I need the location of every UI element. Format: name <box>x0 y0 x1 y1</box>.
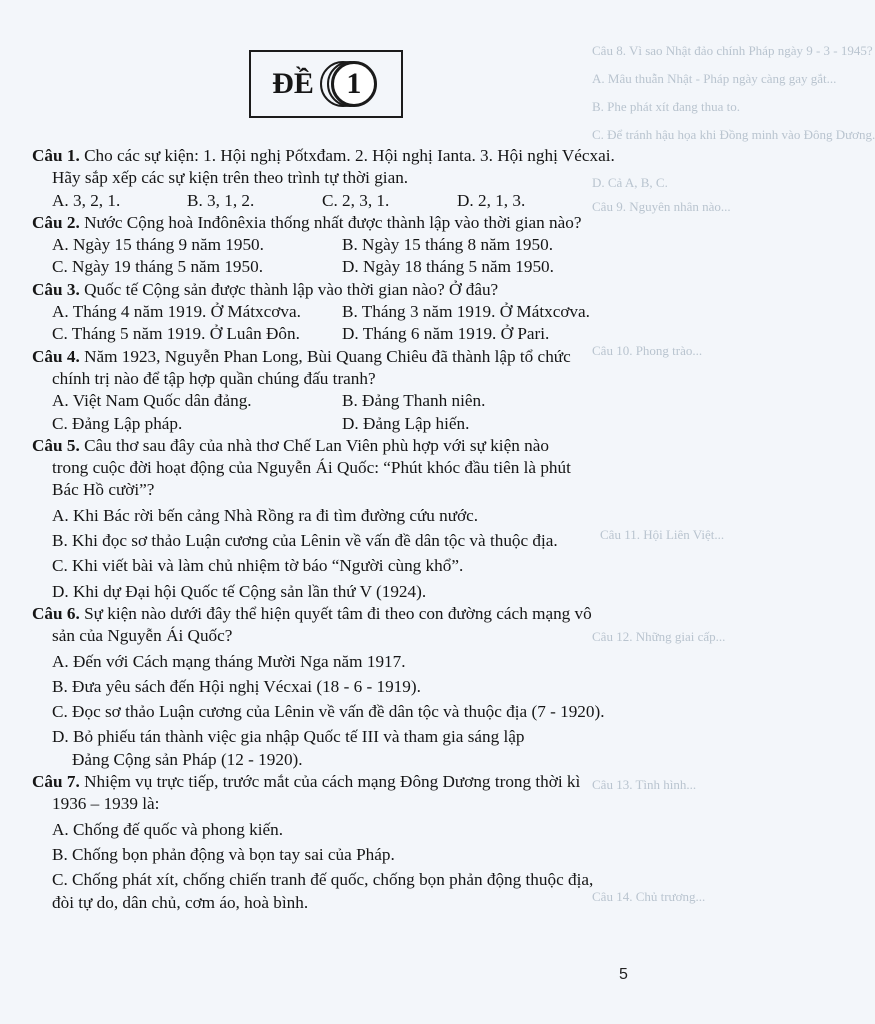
option-b[interactable]: B. 3, 1, 2. <box>187 190 255 210</box>
option-c-text: đòi tự do, dân chủ, cơm áo, hoà bình. <box>52 892 309 912</box>
option-c[interactable]: C. Đọc sơ thảo Luận cương của Lênin về vấn đề dân tộc và thuộc địa (7 - 1920). <box>52 702 605 722</box>
question-text: 1936 – 1939 là: <box>52 794 160 814</box>
options <box>32 190 656 212</box>
exam-number-badge <box>320 60 380 108</box>
question-label: Câu 7. <box>32 772 80 792</box>
bleed-line: C. Để tránh hậu họa khi Đồng minh vào Đông Dương. <box>592 127 875 142</box>
question-text: trong cuộc đời hoạt động của Nguyễn Ái Quốc: “Phút khóc đầu tiên là phút <box>52 458 571 478</box>
exam-number: 1 <box>331 61 377 107</box>
question-1 <box>32 145 656 212</box>
question-stem <box>32 145 656 190</box>
bleed-line: D. Cả A, B, C. <box>592 175 668 190</box>
question-stem <box>32 212 656 234</box>
question-text: Năm 1923, Nguyễn Phan Long, Bùi Quang Chiêu đã thành lập tổ chức <box>84 346 571 366</box>
option-c[interactable]: C. 2, 3, 1. <box>322 190 390 210</box>
option-a[interactable]: A. Chống đế quốc và phong kiến. <box>52 819 284 839</box>
question-text: Hãy sắp xếp các sự kiện trên theo trình tự thời gian. <box>52 168 409 188</box>
question-stem <box>32 435 656 502</box>
question-label: Câu 3. <box>32 279 80 299</box>
option-b[interactable]: B. Ngày 15 tháng 8 năm 1950. <box>342 235 554 255</box>
option-d[interactable]: D. Khi dự Đại hội Quốc tế Cộng sản lần thứ V (1924). <box>52 581 427 601</box>
question-text: Câu thơ sau đây của nhà thơ Chế Lan Viên phù hợp với sự kiện nào <box>84 435 549 455</box>
option-d-text: Đảng Cộng sản Pháp (12 - 1920). <box>72 749 303 769</box>
question-5 <box>32 435 656 603</box>
question-label: Câu 2. <box>32 212 80 232</box>
question-text: Quốc tế Cộng sản được thành lập vào thời gian nào? Ở đâu? <box>84 279 499 299</box>
option-d[interactable]: D. Ngày 18 tháng 5 năm 1950. <box>342 257 554 277</box>
question-stem <box>32 279 656 301</box>
options <box>32 390 656 435</box>
option-c[interactable]: C. Đảng Lập pháp. <box>52 413 183 433</box>
option-c[interactable] <box>52 869 656 914</box>
question-text: Sự kiện nào dưới đây thể hiện quyết tâm đi theo con đường cách mạng vô <box>84 603 592 623</box>
option-a[interactable]: A. 3, 2, 1. <box>52 190 121 210</box>
page-number: 5 <box>619 966 628 983</box>
option-b[interactable]: B. Đưa yêu sách đến Hội nghị Vécxai (18 - 6 - 1919). <box>52 676 421 696</box>
option-c[interactable]: C. Khi viết bài và làm chủ nhiệm tờ báo “Người cùng khổ”. <box>52 556 464 576</box>
option-b[interactable]: B. Đảng Thanh niên. <box>342 391 486 411</box>
question-list <box>32 145 656 914</box>
question-label: Câu 5. <box>32 435 80 455</box>
question-stem <box>32 346 656 391</box>
question-stem <box>32 603 656 648</box>
option-d-text: D. Bỏ phiếu tán thành việc gia nhập Quốc tế III và tham gia sáng lập <box>52 727 525 747</box>
bleed-line: Câu 9. Nguyên nhân nào... <box>592 199 731 214</box>
question-7 <box>32 771 656 914</box>
question-text: Bác Hồ cười”? <box>52 480 155 500</box>
question-stem <box>32 771 656 816</box>
option-a[interactable]: A. Ngày 15 tháng 9 năm 1950. <box>52 235 264 255</box>
option-a[interactable]: A. Khi Bác rời bến cảng Nhà Rồng ra đi tìm đường cứu nước. <box>52 505 479 525</box>
bleed-line: Câu 10. Phong trào... <box>592 343 703 358</box>
question-4 <box>32 346 656 435</box>
options <box>32 505 656 603</box>
option-d[interactable]: D. Tháng 6 năm 1919. Ở Pari. <box>342 324 550 344</box>
option-a[interactable]: A. Tháng 4 năm 1919. Ở Mátxcơva. <box>52 302 301 322</box>
bleed-line: A. Mâu thuẫn Nhật - Pháp ngày càng gay gắt... <box>592 71 837 86</box>
question-text: Nhiệm vụ trực tiếp, trước mắt của cách mạng Đông Dương trong thời kì <box>84 772 581 792</box>
bleed-line: Câu 12. Những giai cấp... <box>592 629 726 644</box>
question-text: Cho các sự kiện: 1. Hội nghị Pốtxđam. 2. Hội nghị Ianta. 3. Hội nghị Vécxai. <box>84 146 615 165</box>
question-text: Nước Cộng hoà Inđônêxia thống nhất được thành lập vào thời gian nào? <box>84 212 582 232</box>
exam-label: ĐỀ <box>272 67 314 100</box>
option-c[interactable]: C. Ngày 19 tháng 5 năm 1950. <box>52 257 264 277</box>
question-label: Câu 4. <box>32 346 80 366</box>
question-text: sản của Nguyễn Ái Quốc? <box>52 626 233 646</box>
option-c-text: C. Chống phát xít, chống chiến tranh đế quốc, chống bọn phản động thuộc địa, <box>52 870 594 890</box>
option-b[interactable]: B. Khi đọc sơ thảo Luận cương của Lênin về vấn đề dân tộc và thuộc địa. <box>52 531 558 551</box>
option-a[interactable]: A. Việt Nam Quốc dân đảng. <box>52 391 252 411</box>
option-d[interactable] <box>52 726 656 771</box>
option-c[interactable]: C. Tháng 5 năm 1919. Ở Luân Đôn. <box>52 324 300 344</box>
question-3 <box>32 279 656 346</box>
question-text: chính trị nào để tập hợp quần chúng đấu tranh? <box>52 368 376 388</box>
question-6 <box>32 603 656 771</box>
option-d[interactable]: D. Đảng Lập hiến. <box>342 413 470 433</box>
bleed-line: Câu 14. Chủ trương... <box>592 889 706 904</box>
options <box>32 301 656 346</box>
question-2 <box>32 212 656 279</box>
option-b[interactable]: B. Chống bọn phản động và bọn tay sai của Pháp. <box>52 844 395 864</box>
bleed-line: Câu 11. Hội Liên Việt... <box>600 527 725 542</box>
options <box>32 651 656 771</box>
question-label: Câu 6. <box>32 603 80 623</box>
question-label: Câu 1. <box>32 146 80 165</box>
options <box>32 234 656 279</box>
option-a[interactable]: A. Đến với Cách mạng tháng Mười Nga năm 1917. <box>52 651 406 671</box>
bleed-line: B. Phe phát xít đang thua to. <box>592 99 741 114</box>
exam-header <box>249 50 403 118</box>
option-b[interactable]: B. Tháng 3 năm 1919. Ở Mátxcơva. <box>342 302 590 322</box>
option-d[interactable]: D. 2, 1, 3. <box>457 190 526 210</box>
bleed-line: Câu 8. Vì sao Nhật đảo chính Pháp ngày 9 - 3 - 1945? <box>592 43 873 58</box>
bleed-line: Câu 13. Tình hình... <box>592 777 697 792</box>
options <box>32 819 656 914</box>
